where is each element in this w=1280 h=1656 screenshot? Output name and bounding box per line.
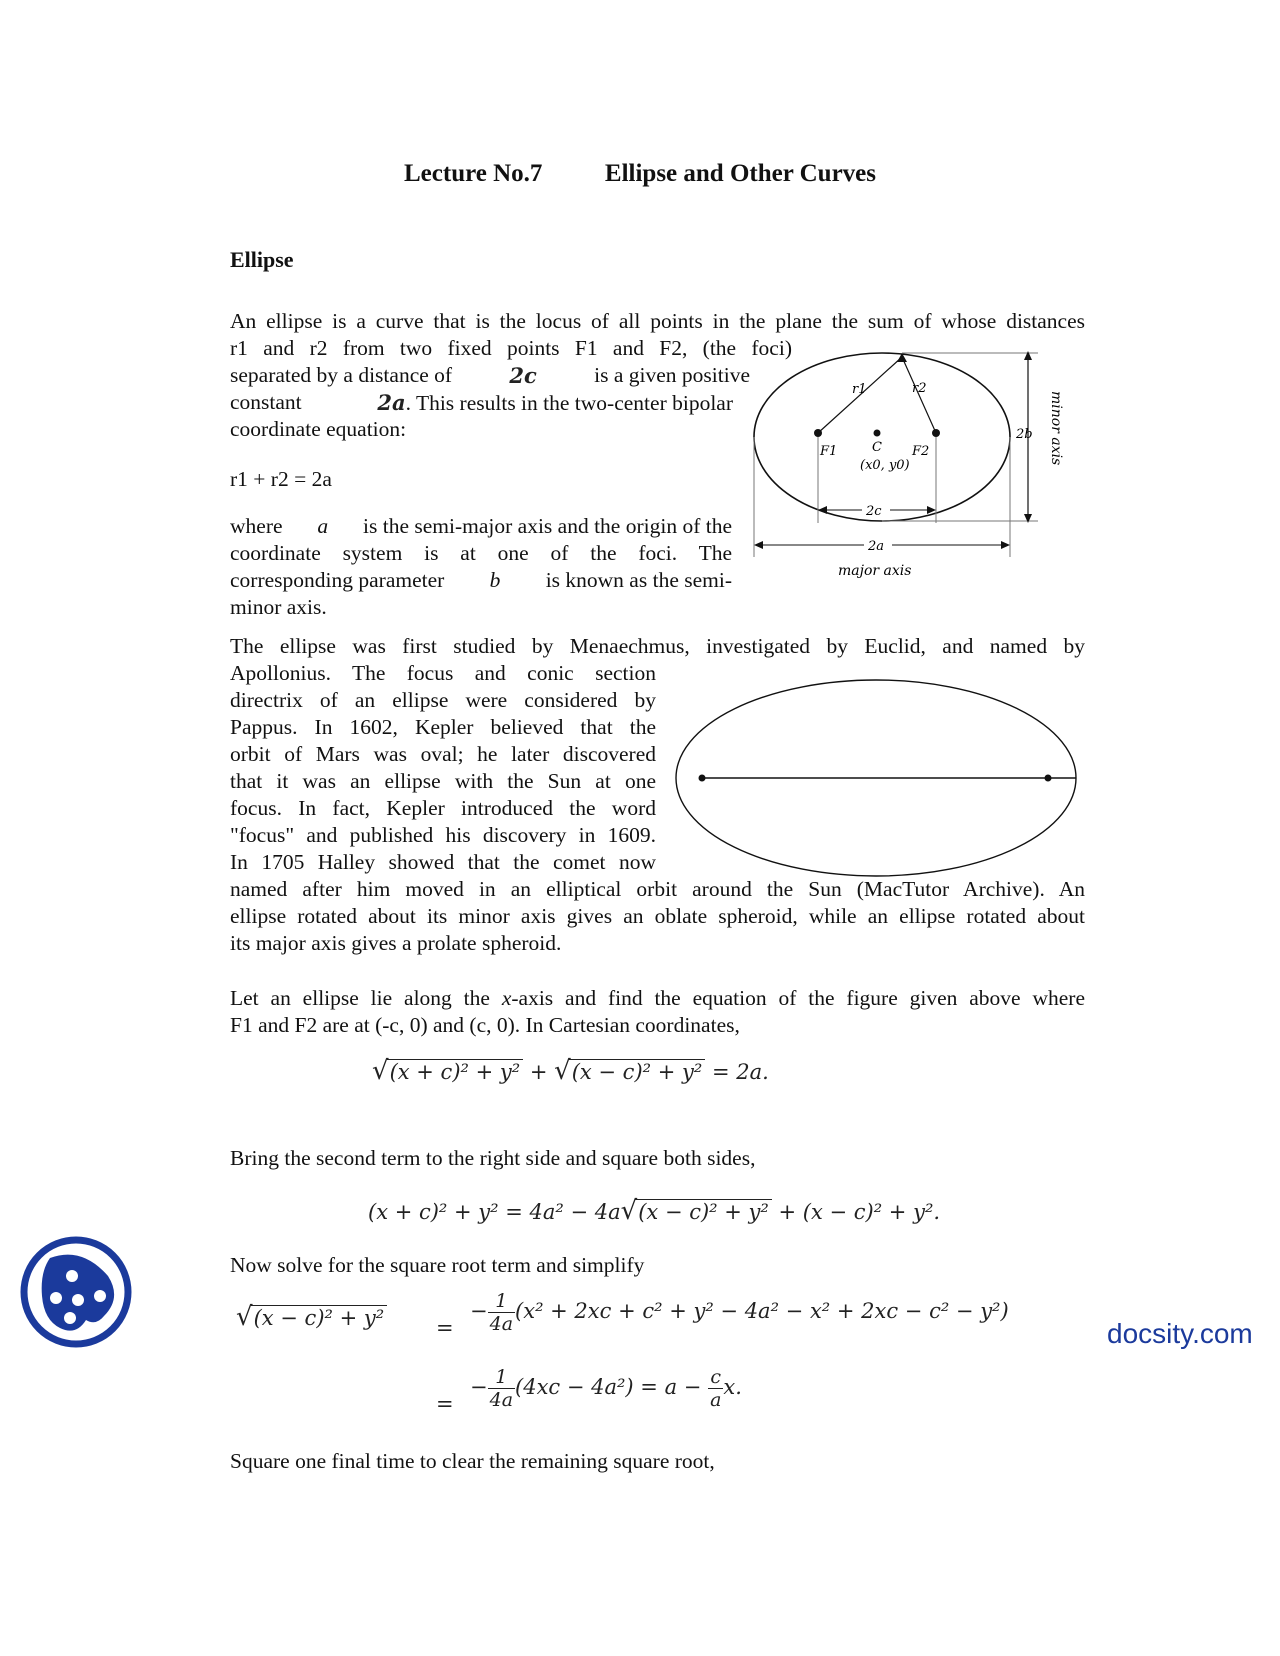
focus-f1-dot bbox=[814, 429, 822, 437]
history-line-2: Apollonius. The focus and conic section bbox=[230, 661, 656, 685]
intro-paragraph-wrap bbox=[230, 335, 792, 362]
label-center: (x0, y0) bbox=[860, 458, 910, 473]
eq1-radicand-1: (x + c)² + y² bbox=[387, 1059, 524, 1084]
math-2c: 2c bbox=[509, 363, 537, 388]
semi-axes-line-3: corresponding parameter b is known as the semi- bbox=[230, 568, 732, 592]
label-minor-axis: minor axis bbox=[1048, 391, 1064, 466]
ellipse-outline bbox=[754, 353, 1010, 521]
lecture-topic: Ellipse and Other Curves bbox=[604, 160, 876, 187]
solve-text: Now solve for the square root term and simplify bbox=[230, 1253, 645, 1277]
label-f1: F1 bbox=[820, 444, 838, 459]
equation-squared: (x + c)² + y² = 4a² − 4a√(x − c)² + y² + (x − c)² + y². bbox=[368, 1196, 941, 1226]
page-title bbox=[0, 160, 1280, 188]
history-line-1: The ellipse was first studied by Menaechmus, investigated by Euclid, and named by bbox=[230, 634, 1085, 658]
equation-cartesian: √(x + c)² + y² + √(x − c)² + y² = 2a. bbox=[372, 1056, 769, 1086]
label-r2: r2 bbox=[912, 381, 927, 396]
label-2a: 2a bbox=[868, 539, 885, 554]
section-heading: Ellipse bbox=[230, 247, 294, 272]
axis-endpoint-left bbox=[699, 775, 706, 782]
equation-solve-rhs1: − $\frac{1}{4a}$ (x² + 2xc + c² + y² − 4a² − x² + 2xc − c² − y²) bbox=[470, 1290, 1009, 1335]
label-2b: 2b bbox=[1016, 427, 1033, 442]
bring-text: Bring the second term to the right side and square both sides, bbox=[230, 1146, 756, 1170]
axis-point-right bbox=[1045, 775, 1052, 782]
history-line-5: orbit of Mars was oval; he later discovered bbox=[230, 742, 656, 766]
docsity-logo bbox=[20, 1236, 132, 1348]
intro-line-5: coordinate equation: bbox=[230, 417, 407, 441]
label-major-axis: major axis bbox=[838, 563, 912, 579]
history-line-8: "focus" and published his discovery in 1609. bbox=[230, 823, 656, 847]
center-dot bbox=[874, 430, 881, 437]
history-line-6: that it was an ellipse with the Sun at one bbox=[230, 769, 656, 793]
equation-solve-rhs2: − $\frac{1}{4a}$ (4xc − 4a²) = a − $\frac{c}{a}$ x. bbox=[470, 1366, 742, 1411]
intro-line-2: r1 and r2 from two fixed points F1 and F2, (the foci) bbox=[230, 336, 792, 360]
history-line-10: named after him moved in an elliptical orbit around the Sun (MacTutor Archive). An bbox=[230, 877, 1085, 901]
history-line-9: In 1705 Halley showed that the comet now bbox=[230, 850, 656, 874]
intro-line-3: separated by a distance of 2c is a given positive bbox=[230, 363, 750, 388]
focus-f2-dot bbox=[932, 429, 940, 437]
history-line-7: focus. In fact, Kepler introduced the word bbox=[230, 796, 656, 820]
major-axis-ellipse bbox=[670, 672, 1080, 886]
label-r1: r1 bbox=[852, 382, 867, 397]
label-c: C bbox=[872, 440, 882, 455]
lecture-number: Lecture No.7 bbox=[404, 160, 543, 187]
docsity-watermark[interactable]: docsity.com bbox=[1107, 1318, 1253, 1349]
intro-line-1: An ellipse is a curve that is the locus of all points in the plane the sum of whose distances bbox=[230, 309, 1085, 333]
eq1-radicand-2: (x − c)² + y² bbox=[569, 1059, 706, 1084]
history-wrap bbox=[230, 660, 656, 876]
final-text: Square one final time to clear the remaining square root, bbox=[230, 1449, 715, 1473]
math-2a: 2a bbox=[377, 390, 406, 415]
history-line-4: Pappus. In 1602, Kepler believed that the bbox=[230, 715, 656, 739]
label-f2: F2 bbox=[912, 444, 930, 459]
semi-axes-line-4: minor axis. bbox=[230, 595, 327, 619]
bipolar-equation: r1 + r2 = 2a bbox=[230, 467, 332, 491]
history-line-3: directrix of an ellipse were considered by bbox=[230, 688, 656, 712]
eq2-radicand: (x − c)² + y² bbox=[635, 1199, 772, 1224]
equation-solve-eq2: = bbox=[436, 1392, 454, 1416]
history-tail bbox=[230, 876, 1085, 957]
label-2c: 2c bbox=[866, 504, 882, 519]
history-line-11: ellipse rotated about its minor axis gives an oblate spheroid, while an ellipse rotated about bbox=[230, 904, 1085, 928]
intro-line-4: constant 2a. This results in the two-center bipolar bbox=[230, 390, 733, 415]
ellipse-diagram bbox=[740, 345, 1100, 615]
cartesian-line-2: F1 and F2 are at (-c, 0) and (c, 0). In Cartesian coordinates, bbox=[230, 1013, 740, 1037]
cartesian-line-1: Let an ellipse lie along the x-axis and find the equation of the figure given above where bbox=[230, 986, 1085, 1010]
equation-solve-eq1: = bbox=[436, 1316, 454, 1340]
intro-paragraph bbox=[230, 308, 1085, 335]
equation-solve-lhs: √(x − c)² + y² bbox=[236, 1302, 387, 1332]
semi-axes-line-2: coordinate system is at one of the foci. The bbox=[230, 541, 732, 565]
semi-axes-line-1: where a is the semi-major axis and the origin of the bbox=[230, 514, 732, 538]
history-line-12: its major axis gives a prolate spheroid. bbox=[230, 931, 562, 955]
